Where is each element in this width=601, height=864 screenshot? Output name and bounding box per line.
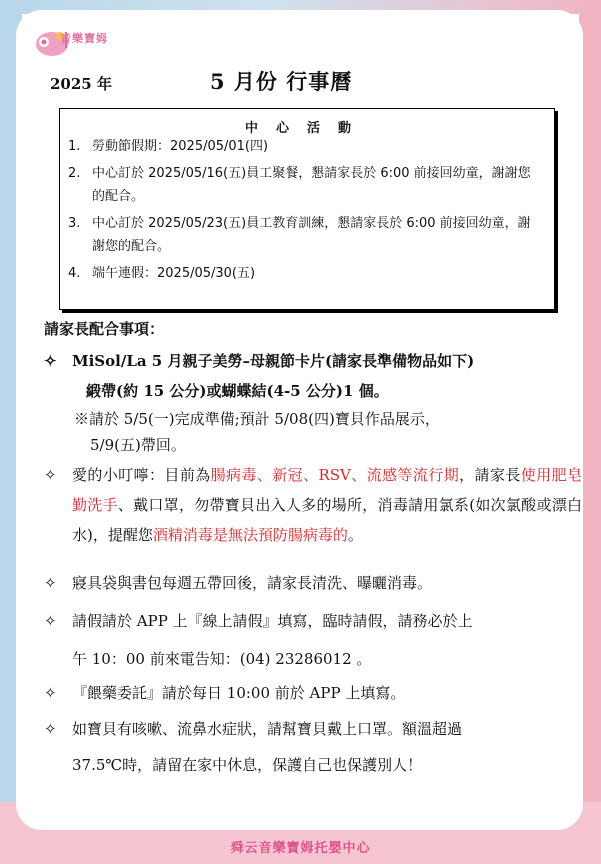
activities-heading: 中心活動 <box>244 121 369 136</box>
diamond-bullet-icon: ✧ <box>44 574 57 592</box>
diamond-bullet-icon: ✧ <box>44 466 57 484</box>
activity-item: 1. 勞動節假期：2025/05/01(四) <box>68 139 269 154</box>
header-year: 2025 年 <box>50 75 112 93</box>
diamond-bullet-icon: ✧ <box>44 720 57 738</box>
activity-item: 2. 中心訂於 2025/05/16(五)員工聚餐，懇請家長於 6:00 前接回幼童，謝謝您的配合。 <box>68 166 531 204</box>
activity-item: 4. 端午連假：2025/05/30(五) <box>68 266 256 281</box>
page-title: 5 月份 行事曆 <box>210 69 353 94</box>
footer-center-name: 舜云音樂寶姆托嬰中心 <box>230 841 371 856</box>
activity-item: 3. 中心訂於 2025/05/23(五)員工教育訓練，懇請家長於 6:00 前接回幼童，謝謝您的配合。 <box>68 216 531 254</box>
activities-box <box>59 108 555 310</box>
diamond-bullet-icon: ✧ <box>44 684 57 702</box>
logo-text: 音樂寶姆 <box>60 32 108 45</box>
diamond-bullet-icon: ✧ <box>44 612 57 630</box>
activities-list <box>66 135 536 289</box>
diamond-bullet-icon: ✧ <box>44 352 57 370</box>
notices-heading: 請家長配合事項： <box>44 320 165 338</box>
